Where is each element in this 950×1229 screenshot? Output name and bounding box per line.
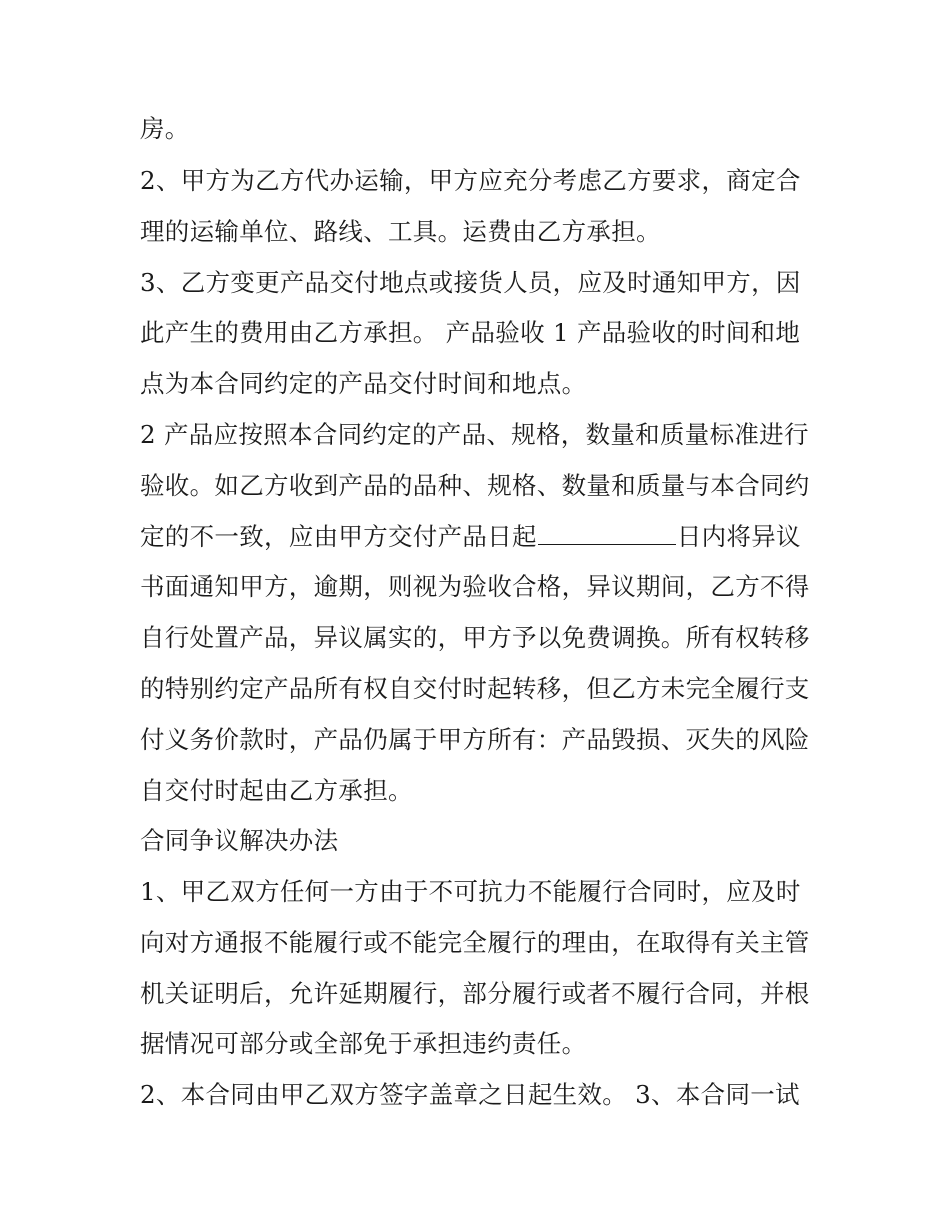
- text-line: 1、甲乙双方任何一方由于不可抗力不能履行合同时，应及时: [140, 877, 801, 906]
- text-line: 房。: [140, 114, 190, 143]
- text-line: 向对方通报不能履行或不能完全履行的理由，在取得有关主管: [140, 928, 810, 957]
- text-line: 据情况可部分或全部免于承担违约责任。: [140, 1029, 587, 1058]
- text-line: 验收。如乙方收到产品的品种、规格、数量和质量与本合同约: [140, 471, 810, 500]
- text-line: 点为本合同约定的产品交付时间和地点。: [140, 369, 587, 398]
- text-line: 此产生的费用由乙方承担。 产品验收 1 产品验收的时间和地: [140, 318, 801, 347]
- text-line: 自交付时起由乙方承担。: [140, 776, 413, 805]
- text-line: 3、乙方变更产品交付地点或接货人员，应及时通知甲方，因: [140, 268, 801, 297]
- text-line: 理的运输单位、路线、工具。运费由乙方承担。: [140, 217, 661, 246]
- text-line: 书面通知甲方，逾期，则视为验收合格，异议期间，乙方不得: [140, 572, 810, 601]
- text-line-with-blank: [140, 520, 801, 554]
- text-line: 的特别约定产品所有权自交付时起转移，但乙方未完全履行支: [140, 674, 810, 703]
- text-line: 2、本合同由甲乙双方签字盖章之日起生效。 3、本合同一试: [140, 1080, 800, 1109]
- text-segment: 日内将异议: [676, 522, 801, 551]
- text-line: 自行处置产品，异议属实的，甲方予以免费调换。所有权转移: [140, 623, 810, 652]
- text-line: 2、甲方为乙方代办运输，甲方应充分考虑乙方要求，商定合: [140, 166, 801, 195]
- fill-in-blank: [538, 522, 676, 545]
- text-line: 付义务价款时，产品仍属于甲方所有：产品毁损、灭失的风险: [140, 725, 810, 754]
- text-line: 机关证明后，允许延期履行，部分履行或者不履行合同，并根: [140, 979, 810, 1008]
- section-heading: 合同争议解决办法: [140, 826, 339, 855]
- text-segment: 定的不一致，应由甲方交付产品日起: [140, 522, 537, 551]
- text-line: 2 产品应按照本合同约定的产品、规格，数量和质量标准进行: [140, 420, 809, 449]
